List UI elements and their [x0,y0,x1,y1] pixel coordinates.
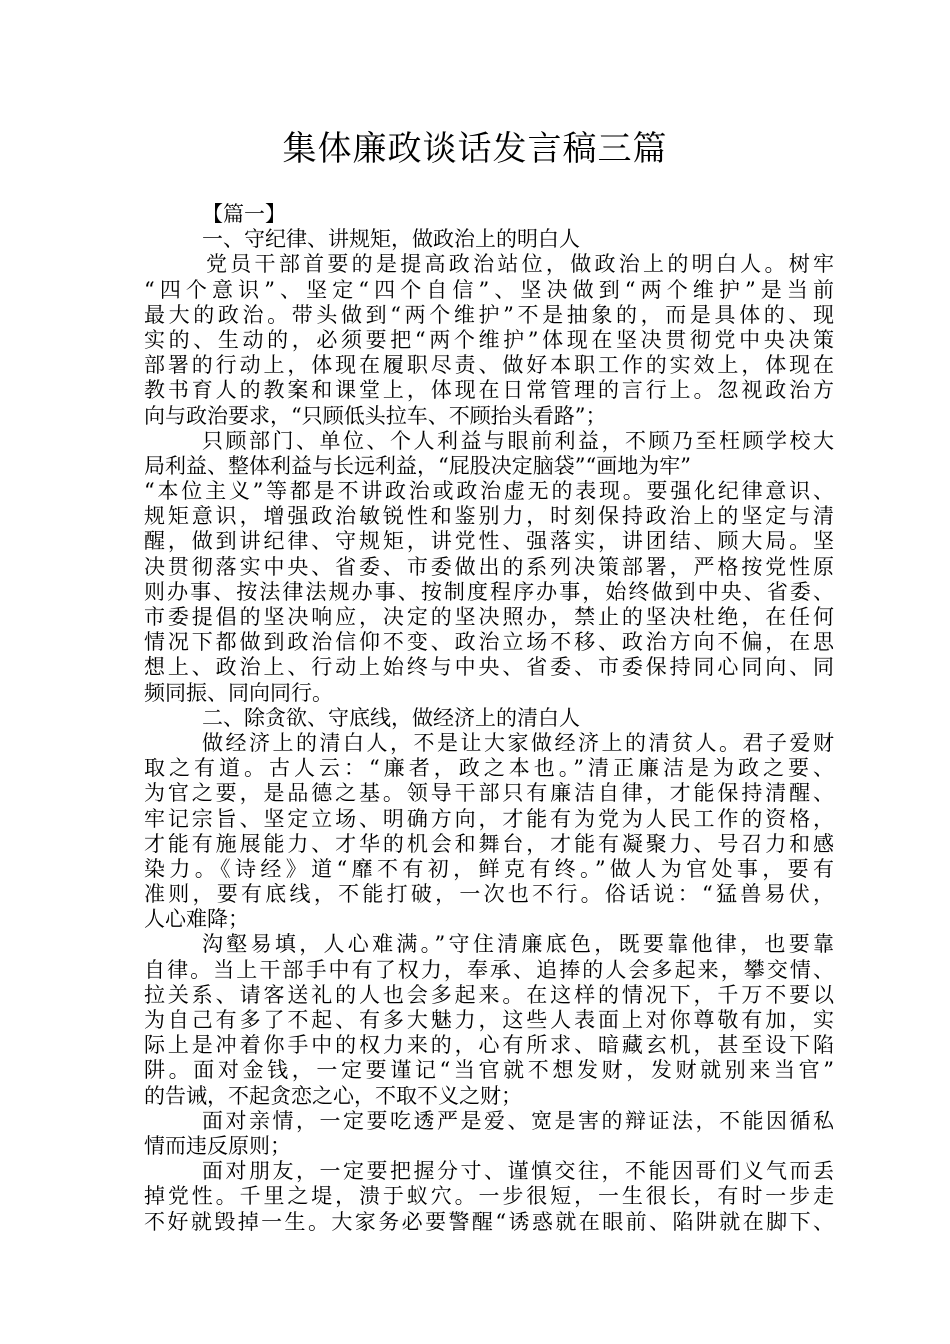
paragraph-line: 情而违反原则； [144,1133,291,1158]
paragraph-line: 规矩意识，增强政治敏锐性和鉴别力，时刻保持政治上的坚定与清 [144,504,834,529]
section-heading: 二、除贪欲、守底线，做经济上的清白人 [202,705,580,730]
document-title: 集体廉政谈话发言稿三篇 [282,129,668,169]
paragraph-line: 的告诫，不起贪恋之心，不取不义之财； [144,1083,522,1108]
paragraph-line: 染力。《诗经》道“靡不有初，鲜克有终。”做人为官处事，要有 [144,856,834,881]
paragraph-line: 自律。当上干部手中有了权力，奉承、追捧的人会多起来，攀交情、 [144,957,834,982]
paragraph-line: 拉关系、请客送礼的人也会多起来。在这样的情况下，千万不要以 [144,982,834,1007]
paragraph-line: 则办事、按法律法规办事、按制度程序办事，始终做到中央、省委、 [144,579,834,604]
paragraph-line: 向与政治要求，“只顾低头拉车、不顾抬头看路”； [144,403,607,428]
paragraph-line: 面对朋友，一定要把握分寸、谨慎交往，不能因哥们义气而丢 [202,1159,834,1184]
paragraph-line: 人心难降； [144,907,249,932]
paragraph-line: 情况下都做到政治信仰不变、政治立场不移、政治方向不偏，在思 [144,630,834,655]
paragraph-line: 市委提倡的坚决响应，决定的坚决照办，禁止的坚决杜绝，在任何 [144,605,834,629]
paragraph-line: 牢记宗旨、坚定立场、明确方向，才能有为党为人民工作的资格， [144,806,834,831]
paragraph-line: 不好就毁掉一生。大家务必要警醒“诱惑就在眼前、陷阱就在脚下、 [144,1209,834,1234]
paragraph-line: 才能有施展能力、才华的机会和舞台，才能有凝聚力、号召力和感 [144,831,834,856]
paragraph-line: 局利益、整体利益与长远利益，“屁股决定脑袋”“画地为牢” [144,453,691,478]
paragraph-line: 掉党性。千里之堤，溃于蚁穴。一步很短，一生很长，有时一步走 [144,1184,834,1209]
paragraph-line: 为官之要，是品德之基。领导干部只有廉洁自律，才能保持清醒、 [144,781,834,806]
paragraph-line: 面对亲情，一定要吃透严是爱、宽是害的辩证法，不能因循私 [202,1108,834,1133]
paragraph-line: 准则，要有底线，不能打破，一次也不行。俗话说：“猛兽易伏， [144,882,834,907]
paragraph-line: 想上、政治上、行动上始终与中央、省委、市委保持同心同向、同 [144,655,834,680]
paragraph-line: 做经济上的清白人，不是让大家做经济上的清贫人。君子爱财 [202,730,834,755]
section-heading: 一、守纪律、讲规矩，做政治上的明白人 [202,227,580,252]
document-body [144,202,834,1235]
section-label: 【篇一】 [202,202,286,226]
paragraph-line: “四个意识”、坚定“四个自信”、坚决做到“两个维护”是当前 [144,277,834,302]
paragraph-line: 际上是冲着你手中的权力来的，心有所求、暗藏玄机，甚至设下陷 [144,1033,834,1058]
paragraph-line: 频同振、同向同行。 [144,680,333,705]
paragraph-line: 阱。面对金钱，一定要谨记“当官就不想发财，发财就别来当官” [144,1058,834,1083]
paragraph-line: 党员干部首要的是提高政治站位，做政治上的明白人。树牢 [206,252,834,277]
paragraph-line: “本位主义”等都是不讲政治或政治虚无的表现。要强化纪律意识、 [144,479,834,504]
paragraph-line: 教书育人的教案和课堂上，体现在日常管理的言行上。忽视政治方 [144,378,834,403]
paragraph-line: 沟壑易填，人心难满。”守住清廉底色，既要靠他律，也要靠 [202,932,834,957]
paragraph-line: 取之有道。古人云：“廉者，政之本也。”清正廉洁是为政之要、 [144,756,834,781]
paragraph-line: 醒，做到讲纪律、守规矩，讲党性、强落实，讲团结、顾大局。坚 [144,529,834,554]
paragraph-line: 只顾部门、单位、个人利益与眼前利益，不顾乃至枉顾学校大 [202,428,834,453]
paragraph-line: 最大的政治。带头做到“两个维护”不是抽象的，而是具体的、现 [144,302,834,327]
paragraph-line: 决贯彻落实中央、省委、市委做出的系列决策部署，严格按党性原 [144,554,834,579]
paragraph-line: 为自己有多了不起、有多大魅力，这些人表面上对你尊敬有加，实 [144,1008,834,1032]
paragraph-line: 实的、生动的，必须要把“两个维护”体现在坚决贯彻党中央决策 [144,327,834,352]
paragraph-line: 部署的行动上，体现在履职尽责、做好本职工作的实效上，体现在 [144,353,834,378]
